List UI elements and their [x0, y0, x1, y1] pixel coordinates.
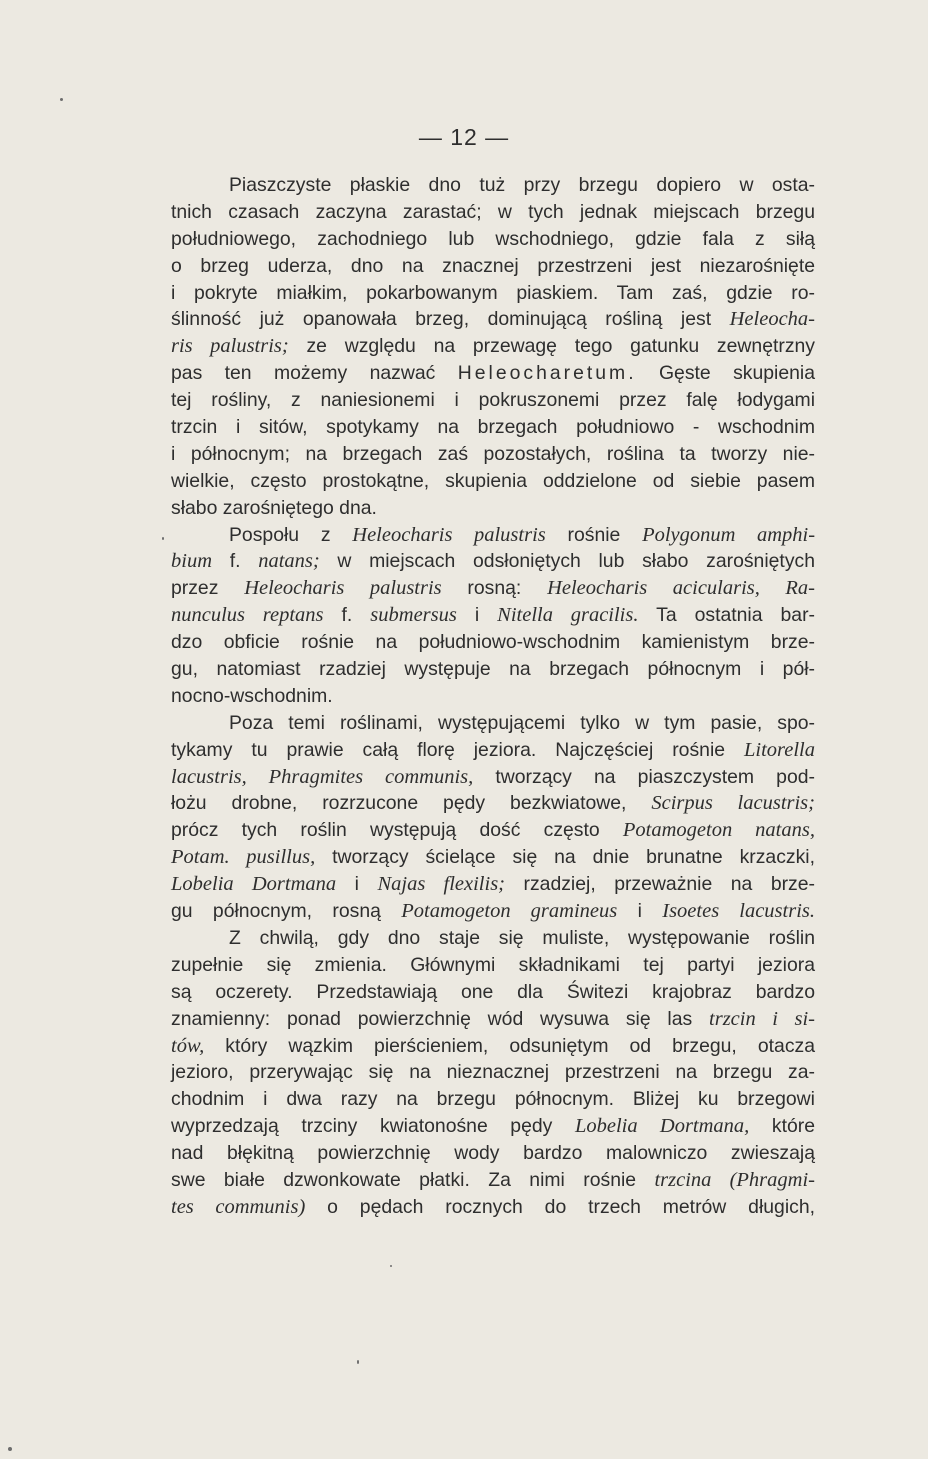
text-segment: łożu drobne, rozrzucone pędy bezkwiatowe, — [171, 792, 652, 815]
text-line — [171, 253, 815, 280]
text-segment: jezioro, przerywając się na nieznacznej przestrzeni na brzegu za- — [171, 1061, 815, 1084]
italic-segment: Heleocharis palustris — [244, 577, 442, 600]
text-segment: rosną: — [441, 577, 548, 600]
text-line — [171, 629, 815, 656]
italic-segment: tów, — [171, 1034, 205, 1057]
text-segment: o brzeg uderza, dno na znacznej przestrzeni jest niezarośnięte — [171, 254, 815, 277]
text-line — [171, 575, 815, 602]
text-segment: w miejscach odsłoniętych lub słabo zarośniętych — [319, 550, 815, 573]
text-line — [171, 925, 815, 952]
italic-segment: ris palustris; — [171, 335, 289, 358]
text-segment: pas ten możemy nazwać — [171, 362, 458, 385]
text-segment: rośnie — [545, 523, 643, 546]
text-line — [171, 790, 815, 817]
text-segment: dzo obficie rośnie na południowo-wschodnim kamienistym brze- — [171, 631, 815, 654]
spaced-segment: Heleocharetum. — [457, 362, 637, 385]
paper-speck — [162, 537, 164, 540]
italic-segment: trzcin i si- — [709, 1007, 815, 1030]
text-line — [171, 1086, 815, 1113]
text-segment: ze względu na przewagę tego gatunku zewnętrzny — [288, 335, 816, 358]
text-segment: o pędach rocznych do trzech metrów długich, — [305, 1195, 815, 1218]
text-segment: Piaszczyste płaskie dno tuż przy brzegu dopiero w osta- — [229, 174, 815, 196]
text-segment: Ta ostatnia bar- — [638, 604, 815, 627]
italic-segment: Polygonum amphi- — [642, 523, 816, 546]
text-line — [171, 1167, 815, 1194]
text-segment: Pospołu z — [229, 523, 353, 546]
italic-segment: Potamogeton natans, — [622, 819, 815, 842]
italic-segment: Potam. pusillus, — [171, 846, 316, 869]
text-line — [171, 495, 815, 522]
text-line — [171, 441, 815, 468]
text-segment: i — [456, 604, 498, 627]
text-line — [171, 1006, 815, 1033]
text-segment: Poza temi roślinami, występującemi tylko w tym pasie, spo- — [229, 711, 815, 734]
text-segment: tykamy tu prawie całą florę jeziora. Najczęściej rośnie — [171, 738, 744, 761]
text-line — [171, 979, 815, 1006]
text-line — [171, 656, 815, 683]
text-segment: tworzący ścielące się na dnie brunatne krzaczki, — [315, 846, 815, 869]
text-line — [171, 387, 815, 414]
text-line — [171, 306, 815, 333]
text-line — [171, 1194, 815, 1221]
text-segment: rzadziej, przeważnie na brze- — [505, 873, 815, 896]
text-line — [171, 1140, 815, 1167]
text-segment: i — [617, 900, 663, 923]
paper-speck — [60, 98, 63, 101]
text-segment: gu, natomiast rzadziej występuje na brzegach północnym i pół- — [171, 658, 815, 681]
text-line — [171, 280, 815, 307]
text-line — [171, 952, 815, 979]
text-line — [171, 710, 815, 737]
text-segment: nad błękitną powierzchnię wody bardzo malowniczo zwieszają — [171, 1142, 815, 1165]
italic-segment: Nitella gracilis. — [497, 604, 639, 627]
italic-segment: bium — [171, 550, 212, 573]
text-segment: nocno-wschodnim. — [171, 684, 333, 707]
page-number: — 12 — — [418, 124, 510, 150]
text-line — [171, 1059, 815, 1086]
italic-segment: natans; — [258, 550, 320, 573]
italic-segment: Heleocharis palustris — [352, 523, 546, 546]
text-segment: Z chwilą, gdy dno staje się muliste, występowanie roślin — [229, 926, 815, 949]
text-line — [171, 226, 815, 253]
text-line — [171, 1113, 815, 1140]
text-segment: i pokryte miałkim, pokarbowanym piaskiem. Tam zaś, gdzie ro- — [171, 281, 815, 304]
italic-segment: Scirpus lacustris; — [651, 792, 815, 815]
text-segment: słabo zarośniętego dna. — [171, 496, 377, 519]
text-line — [171, 683, 815, 710]
italic-segment: Heleocharis acicularis, Ra- — [547, 577, 815, 600]
text-segment: tej rośliny, z naniesionemi i pokruszonemi przez falę łodygami — [171, 389, 815, 412]
text-line — [171, 602, 815, 629]
text-segment: trzcin i sitów, spotykamy na brzegach południowo - wschodnim — [171, 416, 815, 439]
text-segment: południowego, zachodniego lub wschodniego, gdzie fala z siłą — [171, 227, 815, 250]
text-segment: które — [749, 1115, 815, 1138]
italic-segment: submersus — [370, 604, 457, 627]
text-segment: f. — [323, 604, 371, 627]
paper-speck — [357, 1360, 359, 1364]
text-segment: f. — [212, 550, 259, 573]
italic-segment: Lobelia Dortmana — [171, 873, 337, 896]
text-segment: Gęste skupienia — [636, 362, 816, 385]
paper-speck — [8, 1447, 12, 1451]
text-segment: wielkie, często prostokątne, skupienia oddzielone od siebie pasem — [171, 469, 815, 492]
text-line — [171, 199, 815, 226]
text-line — [171, 844, 815, 871]
italic-segment: lacustris, Phragmites communis, — [171, 765, 474, 788]
italic-segment: nunculus reptans — [171, 604, 324, 627]
italic-segment: trzcina (Phragmi- — [654, 1168, 815, 1191]
text-line — [171, 468, 815, 495]
italic-segment: Isoetes lacustris. — [662, 900, 816, 923]
text-line — [171, 764, 815, 791]
body-text — [171, 172, 815, 1221]
text-line — [171, 333, 815, 360]
italic-segment: Lobelia Dortmana, — [574, 1115, 750, 1138]
text-segment: który wązkim pierścieniem, odsuniętym od brzegu, otacza — [204, 1034, 815, 1057]
text-segment: zupełnie się zmienia. Głównymi składnikami tej partyi jeziora — [171, 953, 815, 976]
text-line — [171, 548, 815, 575]
text-segment: są oczerety. Przedstawiają one dla Świtezi krajobraz bardzo — [171, 980, 815, 1003]
text-segment: znamienny: ponad powierzchnię wód wysuwa się las — [171, 1007, 710, 1030]
text-line — [171, 360, 815, 387]
text-segment: swe białe dzwonkowate płatki. Za nimi rośnie — [171, 1168, 655, 1191]
text-line — [171, 1033, 815, 1060]
italic-segment: Litorella — [744, 738, 815, 761]
text-segment: tnich czasach zaczyna zarastać; w tych jednak miejscach brzegu — [171, 200, 815, 223]
text-segment: chodnim i dwa razy na brzegu północnym. Bliżej ku brzegowi — [171, 1088, 815, 1111]
text-segment: tworzący na piaszczystem pod- — [473, 765, 815, 788]
text-segment: wyprzedzają trzciny kwiatonośne pędy — [171, 1115, 575, 1138]
text-segment: przez — [171, 577, 245, 600]
text-line — [171, 172, 815, 199]
text-line — [171, 871, 815, 898]
italic-segment: Najas flexilis; — [377, 873, 506, 896]
text-segment: ślinność już opanowała brzeg, dominującą rośliną jest — [171, 308, 730, 331]
text-segment: i — [336, 873, 378, 896]
italic-segment: Heleocha- — [729, 308, 815, 331]
text-line — [171, 414, 815, 441]
text-segment: prócz tych roślin występują dość często — [171, 819, 623, 842]
text-line — [171, 522, 815, 549]
text-segment: gu północnym, rosną — [171, 900, 402, 923]
italic-segment: Potamogeton gramineus — [401, 900, 618, 923]
italic-segment: tes communis) — [171, 1195, 306, 1218]
text-line — [171, 817, 815, 844]
paper-speck — [390, 1265, 392, 1267]
text-segment: i północnym; na brzegach zaś pozostałych, roślina ta tworzy nie- — [171, 442, 815, 465]
text-line — [171, 898, 815, 925]
text-line — [171, 737, 815, 764]
